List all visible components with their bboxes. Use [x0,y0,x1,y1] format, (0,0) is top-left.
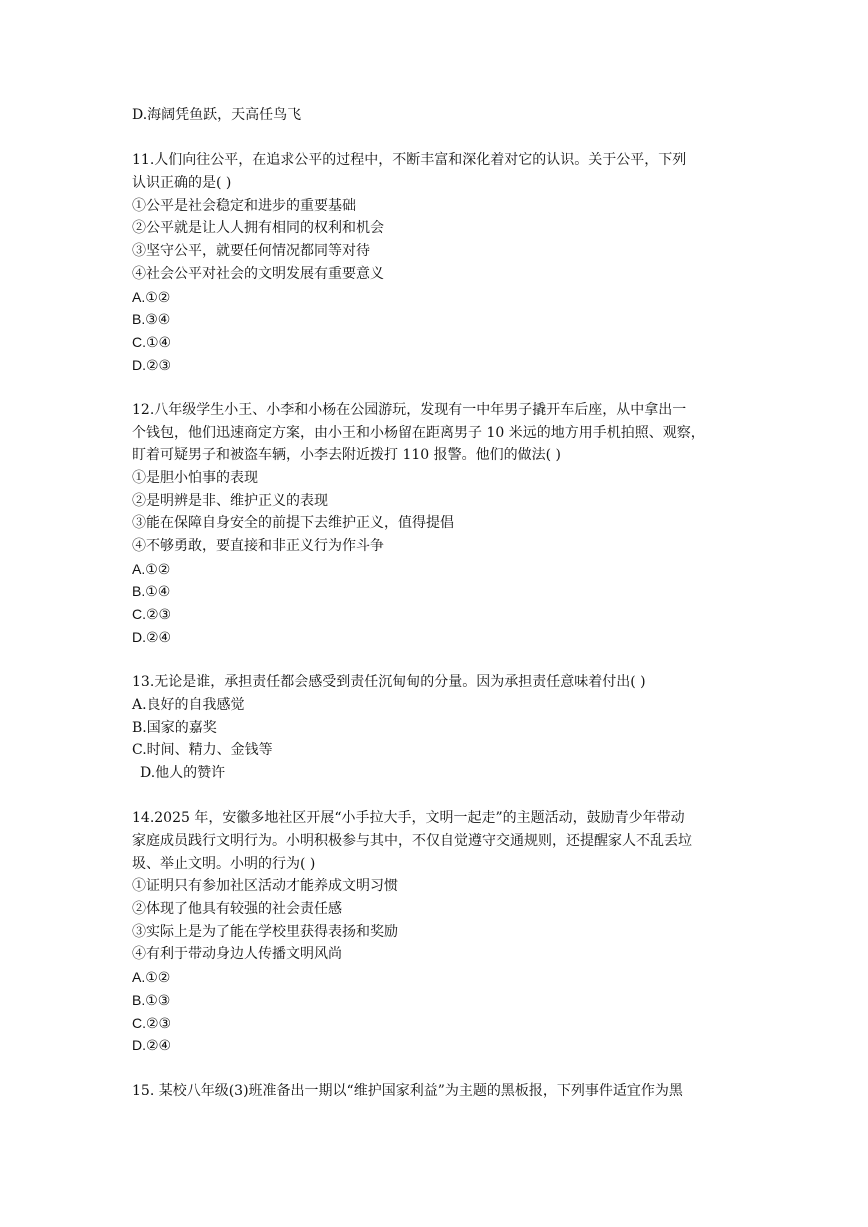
spacer [132,376,742,399]
q14-statement-1: ①证明只有参加社区活动才能养成文明习惯 [132,878,398,895]
q11-option-d: D.②③ [132,356,172,373]
q11-statement-4: ④社会公平对社会的文明发展有重要意义 [132,265,384,282]
q11-stem-line2: 认识正确的是( ) [132,175,232,192]
question-15 [132,1080,742,1103]
q12-statement-2: ②是明辨是非、维护正义的表现 [132,492,328,509]
question-12 [132,399,742,649]
q14-stem-line1: 14.2025 年，安徽多地社区开展“小手拉大手，文明一起走”的主题活动，鼓励青少年带动 [132,810,685,827]
question-11 [132,149,742,376]
spacer [132,785,742,808]
q14-statement-2: ②体现了他具有较强的社会责任感 [132,901,342,918]
q15-stem-line1: 15. 某校八年级(3)班准备出一期以“维护国家利益”为主题的黑板报，下列事件适宜作为黑 [132,1082,683,1099]
q13-option-a: A.良好的自我感觉 [132,696,245,713]
q14-option-a: A.①② [132,969,171,986]
q11-option-c: C.①④ [132,333,172,350]
q12-option-c: C.②③ [132,606,172,623]
spacer [132,127,742,150]
q11-stem-line1: 11.人们向往公平，在追求公平的过程中，不断丰富和深化着对它的认识。关于公平，下列 [132,152,687,169]
q14-option-d: D.②④ [132,1037,172,1054]
q11-statement-3: ③坚守公平，就要任何情况都同等对待 [132,243,370,260]
q12-option-d: D.②④ [132,628,172,645]
q11-option-a: A.①② [132,288,171,305]
q12-stem-line3: 盯着可疑男子和被盗车辆，小李去附近拨打 110 报警。他们的做法( ) [132,447,561,464]
q12-statement-3: ③能在保障自身安全的前提下去维护正义，值得提倡 [132,515,454,532]
q12-stem-line2: 个钱包，他们迅速商定方案，由小王和小杨留在距离男子 10 米远的地方用手机拍照、观察， [132,424,705,441]
q14-stem-line2: 家庭成员践行文明行为。小明积极参与其中，不仅自觉遵守交通规则，还提醒家人不乱丢垃 [132,833,692,849]
q10-option-d: D.海阔凭鱼跃，天高任鸟飞 [132,107,302,123]
q12-option-a: A.①② [132,560,171,577]
q12-statement-1: ①是胆小怕事的表现 [132,470,258,486]
q11-statement-2: ②公平就是让人人拥有相同的权利和机会 [132,220,384,237]
q14-statement-3: ③实际上是为了能在学校里获得表扬和奖励 [132,923,398,940]
q14-statement-4: ④有利于带动身边人传播文明风尚 [132,946,342,963]
q13-stem-line1: 13.无论是谁，承担责任都会感受到责任沉甸甸的分量。因为承担责任意味着付出( ) [132,674,646,691]
q11-statement-1: ①公平是社会稳定和进步的重要基础 [132,197,356,214]
spacer [132,1057,742,1080]
document-page [132,104,742,1102]
q14-option-b: B.①③ [132,991,171,1008]
q12-stem-line1: 12.八年级学生小王、小李和小杨在公园游玩，发现有一中年男子撬开车后座，从中拿出一 [132,401,687,418]
question-13 [132,671,742,784]
q11-option-b: B.③④ [132,311,171,328]
spacer [132,649,742,672]
q14-stem-line3: 圾、举止文明。小明的行为( ) [132,855,316,872]
q13-option-d: D.他人的赞许 [140,764,226,781]
q14-option-c: C.②③ [132,1014,172,1031]
q12-option-b: B.①④ [132,583,171,600]
q13-option-c: C.时间、精力、金钱等 [132,742,273,759]
q13-option-b: B.国家的嘉奖 [132,719,217,736]
question-14 [132,807,742,1057]
q12-statement-4: ④不够勇敢，要直接和非正义行为作斗争 [132,538,384,555]
